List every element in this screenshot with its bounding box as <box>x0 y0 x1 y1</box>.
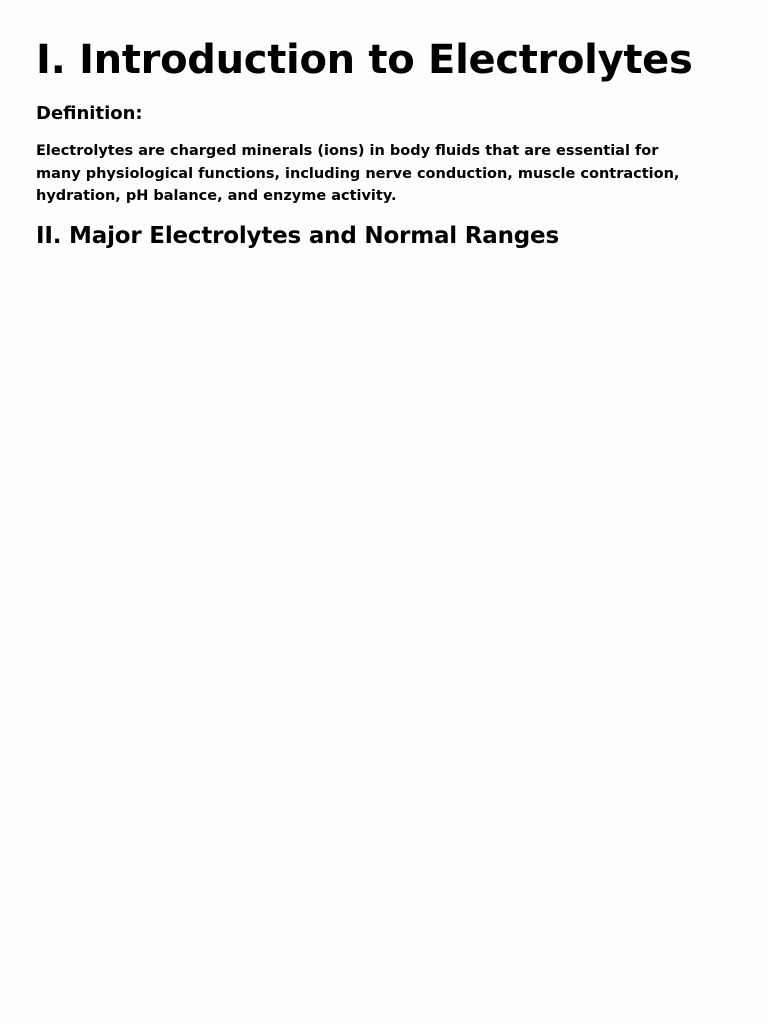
definition-paragraph: Electrolytes are charged minerals (ions) in body fluids that are essential for many physiological functions, including nerve conduction, muscle contraction, hydration, pH balance, and enzyme activity. <box>36 143 680 204</box>
section-heading: II. Major Electrolytes and Normal Ranges <box>36 223 559 249</box>
page-title: I. Introduction to Electrolytes <box>36 37 693 83</box>
definition-heading: Definition: <box>36 103 143 124</box>
